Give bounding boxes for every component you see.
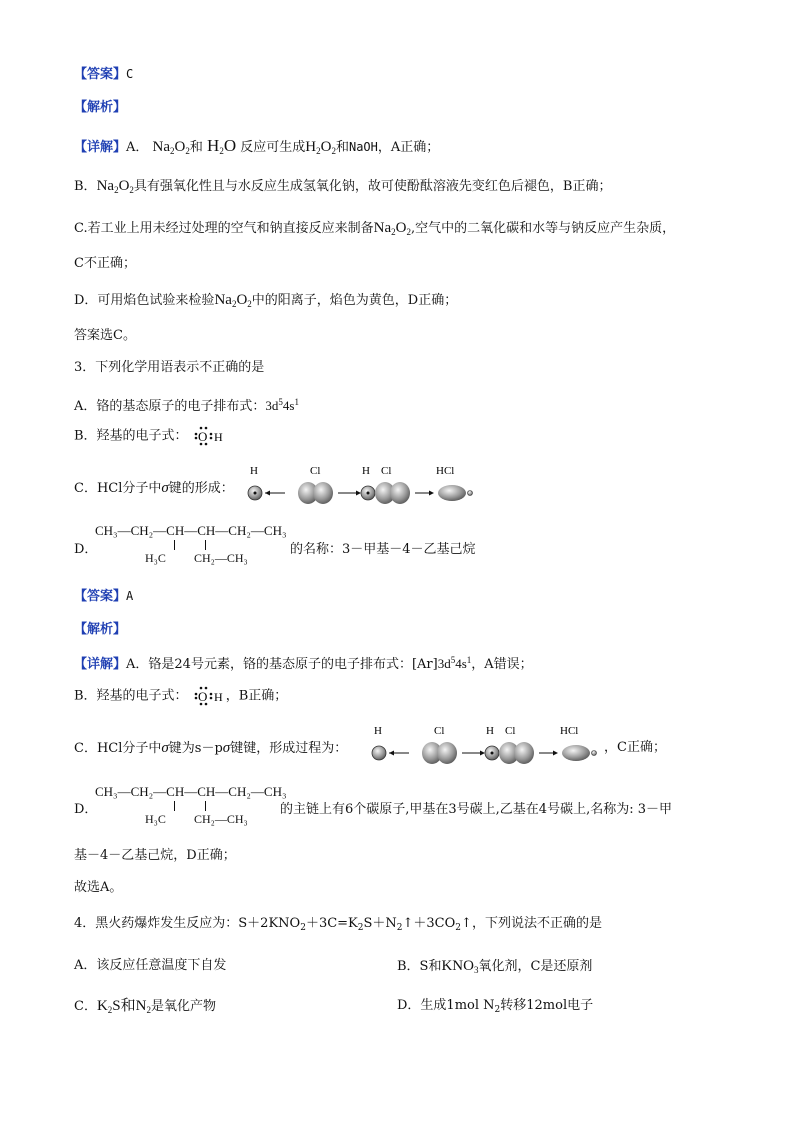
answer-value: C xyxy=(126,67,134,81)
q2-detail-c2: C不正确； xyxy=(74,256,136,271)
q2-detail-c: C.若工业上用未经过处理的空气和钠直接反应来制备$Na_2O_2$,空气中的二氧化碳和水等与钠反应产生杂质， xyxy=(74,220,676,237)
q3-option-c: C．HCl分子中σ键的形成： xyxy=(74,480,234,496)
svg-text:Cl: Cl xyxy=(381,465,392,477)
q2-detail-b: B．$Na_2O_2$具有强氧化性且与水反应生成氢氧化钠，故可使酚酞溶液先变红色后褪色，B正确； xyxy=(74,178,612,195)
oxygen-symbol: O xyxy=(197,429,208,444)
q3-answer: 【答案】A xyxy=(74,589,134,604)
q3-option-b: B．羟基的电子式： O H xyxy=(74,426,226,447)
svg-text:HCl: HCl xyxy=(560,725,579,737)
q4-stem: 4．黑火药爆炸发生反应为：$S+2KNO_2+3C=K_2S+N_2↑+3CO_2↑$，下列说法不正确的是 xyxy=(74,916,602,933)
q4-option-c: C．$K_2S$和$N_2$是氧化产物 xyxy=(74,998,216,1015)
q2-detail-d: D．可用焰色试验来检验$Na_2O_2$中的阳离子，焰色为黄色，D正确； xyxy=(74,292,458,309)
hydroxyl-electron-formula xyxy=(192,426,226,446)
svg-text:H: H xyxy=(213,690,223,704)
hcl-sigma-formation-diagram-2 xyxy=(364,722,604,766)
q3-analysis: 【解析】 xyxy=(74,622,127,637)
svg-text:Cl: Cl xyxy=(310,465,321,477)
svg-text:Cl: Cl xyxy=(505,725,516,737)
q3-detail-d2: 基－4－乙基己烷，D正确； xyxy=(74,848,236,863)
hcl-sigma-formation-diagram xyxy=(240,462,480,506)
analysis-tag: 【解析】 xyxy=(74,100,127,115)
q4-option-a: A．该反应任意温度下自发 xyxy=(74,958,227,973)
q2-detail-a: 【详解】A． $Na_2O_2$和 H2O 反应可生成$H_2O_2$和NaOH，A正确； xyxy=(74,136,440,156)
svg-text:HCl: HCl xyxy=(436,465,455,477)
detail-tag: 【详解】 xyxy=(74,140,127,155)
q3-stem: 3．下列化学用语表示不正确的是 xyxy=(74,360,265,375)
q3-detail-d-text: 的主链上有6个碳原子,甲基在3号碳上,乙基在4号碳上,名称为: 3－甲 xyxy=(280,802,672,817)
q3-detail-c-tail: ，C正确； xyxy=(604,740,666,755)
q3-option-a: A．铬的基态原子的电子排布式：$3d^54s^1$ xyxy=(74,397,299,414)
hydrogen-symbol: H xyxy=(213,430,223,444)
q3-choose: 故选A。 xyxy=(74,880,123,895)
q3-detail-a: 【详解】A．铬是24号元素，铬的基态原子的电子排布式：$[Ar]3d^54s^1$，A错误； xyxy=(74,655,533,672)
svg-text:O: O xyxy=(197,689,208,704)
svg-text:H: H xyxy=(486,725,494,737)
structural-formula: CH₃—CH₂—CH—CH—CH₂—CH₃ H₃C CH₂—CH₃ xyxy=(95,523,287,565)
svg-text:H: H xyxy=(250,465,258,477)
q4-option-d: D．生成1mol $N_2$转移12mol电子 xyxy=(397,998,594,1015)
structural-formula-2: CH₃—CH₂—CH—CH—CH₂—CH₃ H₃C CH₂—CH₃ xyxy=(95,784,287,826)
q4-option-b: B．S和$KNO_3$氧化剂，C是还原剂 xyxy=(397,958,593,975)
svg-text:H: H xyxy=(362,465,370,477)
q2-choose: 答案选C。 xyxy=(74,328,136,343)
q2-answer xyxy=(74,64,133,85)
hydroxyl-electron-formula xyxy=(192,686,226,706)
q3-option-d: D． xyxy=(74,542,98,557)
q3-detail-b: B．羟基的电子式： O H ，B正确； xyxy=(74,686,287,707)
q2-analysis xyxy=(74,98,126,118)
q3-detail-c: C．HCl分子中σ键为s－pσ键键，形成过程为： xyxy=(74,740,348,756)
answer-tag: 【答案】 xyxy=(74,67,127,82)
svg-text:H: H xyxy=(374,725,382,737)
q3-detail-d: D． xyxy=(74,802,98,817)
q3-option-d-name: 的名称：3－甲基－4－乙基己烷 xyxy=(290,542,476,557)
svg-text:Cl: Cl xyxy=(434,725,445,737)
